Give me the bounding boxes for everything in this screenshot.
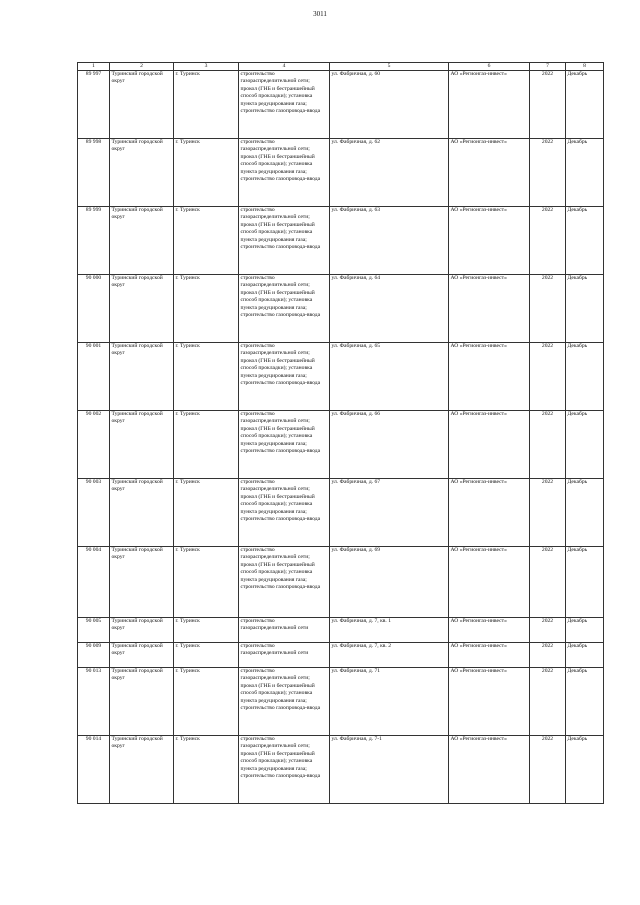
object-address: ул. Фабричная, д. 67 [330,479,449,547]
table-row [78,71,604,139]
column-number: 4 [239,63,330,71]
column-number: 1 [78,63,110,71]
row-number: 90 005 [78,618,110,643]
row-number: 90 004 [78,547,110,618]
table-row [78,643,604,668]
district-name: Туринский городской округ [110,139,174,207]
column-number: 6 [449,63,530,71]
row-number: 89 999 [78,207,110,275]
row-number: 90 009 [78,643,110,668]
table-row [78,668,604,736]
planned-month: Декабрь [566,343,604,411]
column-number-row [78,63,604,71]
work-description: строительство газораспределительной сети; прокол (ГНБ и бестраншейный способ прокладки); установка пункта редуцирования газа; строительство газопровода-ввода [239,343,330,411]
column-number: 2 [110,63,174,71]
page-number: 3011 [313,10,327,18]
planned-year: 2022 [530,668,566,736]
town-name: г. Туринск [174,275,239,343]
table-body [78,63,604,804]
object-address: ул. Фабричная, д. 63 [330,207,449,275]
planned-year: 2022 [530,139,566,207]
work-description: строительство газораспределительной сети; прокол (ГНБ и бестраншейный способ прокладки); установка пункта редуцирования газа; строительство газопровода-ввода [239,71,330,139]
district-name: Туринский городской округ [110,736,174,804]
town-name: г. Туринск [174,736,239,804]
work-description: строительство газораспределительной сети; прокол (ГНБ и бестраншейный способ прокладки); установка пункта редуцирования газа; строительство газопровода-ввода [239,139,330,207]
row-number: 90 001 [78,343,110,411]
work-description: строительство газораспределительной сети; прокол (ГНБ и бестраншейный способ прокладки); установка пункта редуцирования газа; строительство газопровода-ввода [239,668,330,736]
planned-year: 2022 [530,207,566,275]
planned-month: Декабрь [566,618,604,643]
object-address: ул. Фабричная, д. 65 [330,343,449,411]
town-name: г. Туринск [174,668,239,736]
object-address: ул. Фабричная, д. 71 [330,668,449,736]
town-name: г. Туринск [174,411,239,479]
planned-year: 2022 [530,643,566,668]
table-row [78,411,604,479]
table-row [78,207,604,275]
district-name: Туринский городской округ [110,207,174,275]
planned-month: Декабрь [566,139,604,207]
table-row [78,343,604,411]
table-row [78,139,604,207]
contractor-name: АО «Регионгаз-инвест» [449,275,530,343]
contractor-name: АО «Регионгаз-инвест» [449,207,530,275]
table-row [78,275,604,343]
contractor-name: АО «Регионгаз-инвест» [449,139,530,207]
district-name: Туринский городской округ [110,343,174,411]
contractor-name: АО «Регионгаз-инвест» [449,343,530,411]
object-address: ул. Фабричная, д. 62 [330,139,449,207]
town-name: г. Туринск [174,207,239,275]
planned-year: 2022 [530,618,566,643]
row-number: 90 003 [78,479,110,547]
town-name: г. Туринск [174,547,239,618]
work-description: строительство газораспределительной сети; прокол (ГНБ и бестраншейный способ прокладки); установка пункта редуцирования газа; строительство газопровода-ввода [239,411,330,479]
contractor-name: АО «Регионгаз-инвест» [449,479,530,547]
town-name: г. Туринск [174,71,239,139]
contractor-name: АО «Регионгаз-инвест» [449,668,530,736]
object-address: ул. Фабричная, д. 7, кв. 2 [330,643,449,668]
contractor-name: АО «Регионгаз-инвест» [449,736,530,804]
work-description: строительство газораспределительной сети; прокол (ГНБ и бестраншейный способ прокладки); установка пункта редуцирования газа; строительство газопровода-ввода [239,547,330,618]
district-name: Туринский городской округ [110,643,174,668]
row-number: 90 013 [78,668,110,736]
work-description: строительство газораспределительной сети [239,643,330,668]
object-address: ул. Фабричная, д. 7, кв. 1 [330,618,449,643]
town-name: г. Туринск [174,643,239,668]
planned-year: 2022 [530,343,566,411]
contractor-name: АО «Регионгаз-инвест» [449,71,530,139]
row-number: 89 998 [78,139,110,207]
town-name: г. Туринск [174,479,239,547]
table-row [78,618,604,643]
district-name: Туринский городской округ [110,479,174,547]
work-description: строительство газораспределительной сети; прокол (ГНБ и бестраншейный способ прокладки); установка пункта редуцирования газа; строительство газопровода-ввода [239,736,330,804]
column-number: 5 [330,63,449,71]
object-address: ул. Фабричная, д. 7-1 [330,736,449,804]
table-row [78,736,604,804]
work-description: строительство газораспределительной сети; прокол (ГНБ и бестраншейный способ прокладки); установка пункта редуцирования газа; строительство газопровода-ввода [239,479,330,547]
planned-month: Декабрь [566,547,604,618]
planned-year: 2022 [530,736,566,804]
planned-month: Декабрь [566,643,604,668]
planned-month: Декабрь [566,71,604,139]
work-description: строительство газораспределительной сети; прокол (ГНБ и бестраншейный способ прокладки); установка пункта редуцирования газа; строительство газопровода-ввода [239,275,330,343]
town-name: г. Туринск [174,618,239,643]
contractor-name: АО «Регионгаз-инвест» [449,547,530,618]
row-number: 90 014 [78,736,110,804]
planned-year: 2022 [530,71,566,139]
planned-month: Декабрь [566,411,604,479]
object-address: ул. Фабричная, д. 64 [330,275,449,343]
planned-month: Декабрь [566,736,604,804]
table-row [78,479,604,547]
district-name: Туринский городской округ [110,411,174,479]
planned-year: 2022 [530,411,566,479]
district-name: Туринский городской округ [110,71,174,139]
gasification-table [77,62,604,804]
planned-month: Декабрь [566,479,604,547]
planned-month: Декабрь [566,275,604,343]
contractor-name: АО «Регионгаз-инвест» [449,411,530,479]
column-number: 3 [174,63,239,71]
column-number: 7 [530,63,566,71]
town-name: г. Туринск [174,343,239,411]
contractor-name: АО «Регионгаз-инвест» [449,643,530,668]
work-description: строительство газораспределительной сети [239,618,330,643]
district-name: Туринский городской округ [110,668,174,736]
district-name: Туринский городской округ [110,275,174,343]
object-address: ул. Фабричная, д. 60 [330,71,449,139]
row-number: 90 000 [78,275,110,343]
planned-year: 2022 [530,275,566,343]
object-address: ул. Фабричная, д. 66 [330,411,449,479]
planned-month: Декабрь [566,668,604,736]
column-number: 8 [566,63,604,71]
table-row [78,547,604,618]
planned-month: Декабрь [566,207,604,275]
row-number: 90 002 [78,411,110,479]
district-name: Туринский городской округ [110,618,174,643]
planned-year: 2022 [530,479,566,547]
town-name: г. Туринск [174,139,239,207]
district-name: Туринский городской округ [110,547,174,618]
object-address: ул. Фабричная, д. 69 [330,547,449,618]
work-description: строительство газораспределительной сети; прокол (ГНБ и бестраншейный способ прокладки); установка пункта редуцирования газа; строительство газопровода-ввода [239,207,330,275]
row-number: 89 997 [78,71,110,139]
planned-year: 2022 [530,547,566,618]
contractor-name: АО «Регионгаз-инвест» [449,618,530,643]
